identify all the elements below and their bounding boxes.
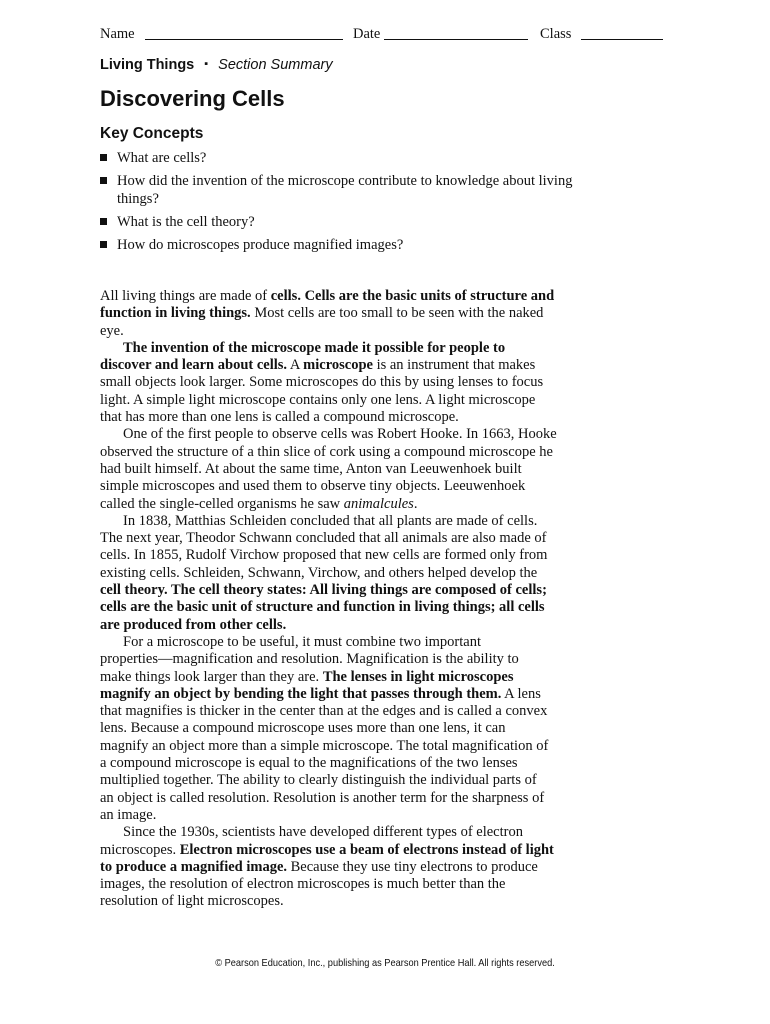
text-line: One of the first people to observe cells was Robert Hooke. In 1663, Hooke — [123, 426, 557, 443]
text-line: that has more than one lens is called a compound microscope. — [100, 409, 459, 426]
text-line: small objects look larger. Some microscopes do this by using lenses to focus — [100, 374, 544, 391]
text-line: observed the structure of a thin slice of cork using a compound microscope he — [100, 443, 553, 460]
text-line: existing cells. Schleiden, Schwann, Virchow, and others helped develop the — [100, 564, 538, 581]
square-bullet-icon — [100, 241, 107, 248]
text-line: For a microscope to be useful, it must combine two important — [123, 633, 482, 650]
text-line: make things look larger than they are. The lenses in light microscopes — [100, 668, 514, 685]
section-type: Section Summary — [218, 57, 333, 73]
text-line: microscopes. Electron microscopes use a beam of electrons instead of light — [100, 841, 554, 858]
text-line: images, the resolution of electron microscopes is much better than the — [100, 876, 506, 893]
text-line: magnify an object by bending the light that passes through them. A lens — [100, 685, 541, 702]
text-line: are produced from other cells. — [100, 616, 287, 633]
class-line — [581, 39, 663, 40]
section-bullet: ▪ — [204, 58, 209, 70]
square-bullet-icon — [100, 218, 107, 225]
section-subject: Living Things — [100, 57, 195, 73]
copyright-footer: © Pearson Education, Inc., publishing as Pearson Prentice Hall. All rights reserved. — [215, 957, 555, 969]
name-label: Name — [100, 26, 135, 42]
list-item: What are cells? — [100, 149, 605, 167]
text-line: All living things are made of cells. Cells are the basic units of structure and — [100, 288, 555, 304]
text-line: called the single-celled organisms he saw animalcules. — [100, 495, 418, 512]
date-label: Date — [353, 26, 381, 42]
list-item: What is the cell theory? — [100, 213, 605, 231]
text-line: light. A simple light microscope contains only one lens. A light microscope — [100, 391, 536, 408]
square-bullet-icon — [100, 154, 107, 161]
date-line — [384, 39, 528, 40]
text-line: function in living things. Most cells are too small to be seen with the naked — [100, 305, 544, 322]
text-line: lens. Because a compound microscope uses more than one lens, it can — [100, 720, 506, 737]
text-line: cells. In 1855, Rudolf Virchow proposed that new cells are formed only from — [100, 547, 548, 564]
square-bullet-icon — [100, 177, 107, 184]
text-line: eye. — [100, 322, 124, 339]
class-label: Class — [540, 26, 572, 42]
text-line: that magnifies is thicker in the center than at the edges and is called a convex — [100, 703, 548, 720]
section-label — [100, 57, 333, 74]
summary-text — [100, 288, 600, 911]
text-line: simple microscopes and used them to observe tiny objects. Leeuwenhoek — [100, 478, 526, 495]
text-line: cells are the basic unit of structure and function in living things; all cells — [100, 599, 545, 616]
text-line: an image. — [100, 806, 157, 823]
text-line: The next year, Theodor Schwann concluded that all animals are also made of — [100, 530, 547, 547]
text-line: properties—magnification and resolution. Magnification is the ability to — [100, 651, 519, 668]
text-line: Since the 1930s, scientists have developed different types of electron — [123, 824, 523, 841]
key-concepts-heading: Key Concepts — [100, 125, 204, 142]
text-line: In 1838, Matthias Schleiden concluded that all plants are made of cells. — [123, 512, 538, 529]
text-line: to produce a magnified image. Because they use tiny electrons to produce — [100, 858, 538, 875]
text-line: The invention of the microscope made it possible for people to — [123, 339, 506, 356]
text-line: magnify an object more than a simple microscope. The total magnification of — [100, 737, 549, 754]
text-line: a compound microscope is equal to the magnifications of the two lenses — [100, 755, 518, 772]
text-line: discover and learn about cells. A microscope is an instrument that makes — [100, 357, 536, 374]
list-item: How did the invention of the microscope contribute to knowledge about living things? — [100, 172, 605, 208]
text-line: cell theory. The cell theory states: All living things are composed of cells; — [100, 582, 547, 599]
text-line: multiplied together. The ability to clearly distinguish the individual parts of — [100, 772, 537, 789]
text-line: an object is called resolution. Resolution is another term for the sharpness of — [100, 789, 545, 806]
student-info-header — [100, 24, 665, 44]
text-line: had built himself. At about the same time, Anton van Leeuwenhoek built — [100, 460, 522, 477]
name-line — [145, 39, 343, 40]
page-title: Discovering Cells — [100, 86, 285, 111]
key-concepts-list — [100, 149, 605, 259]
list-item: How do microscopes produce magnified images? — [100, 236, 605, 254]
text-line: resolution of light microscopes. — [100, 893, 284, 910]
